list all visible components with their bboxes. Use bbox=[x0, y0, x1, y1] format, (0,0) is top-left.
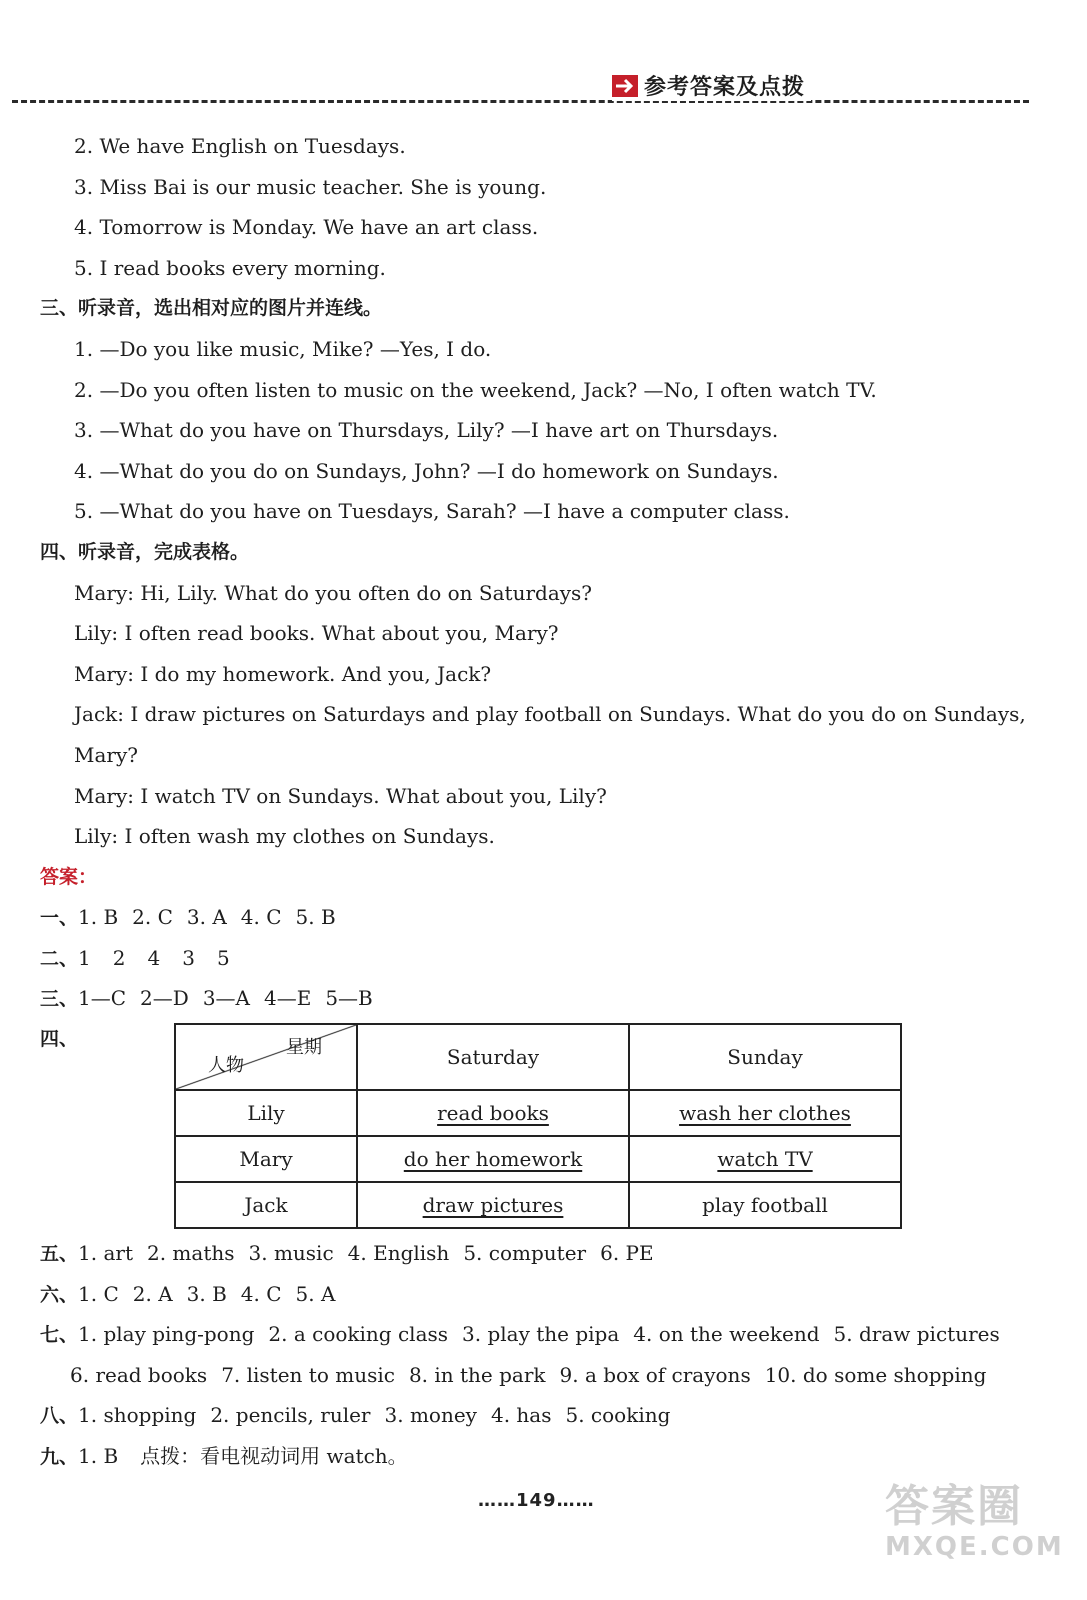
section-heading: 四、听录音，完成表格。 bbox=[40, 540, 250, 563]
answer-item: 1. shopping bbox=[78, 1403, 197, 1428]
answer-row-7-continued bbox=[40, 1355, 1040, 1396]
answer-item: 3. money bbox=[384, 1403, 477, 1428]
answer-row-4 bbox=[40, 1019, 1040, 1233]
answer-prefix: 二、 bbox=[40, 947, 79, 970]
page-content bbox=[40, 126, 1040, 1477]
answer-item: 8. in the park bbox=[408, 1362, 546, 1387]
header-title-text: 参考答案及点拨 bbox=[644, 75, 806, 100]
table-header-row bbox=[175, 1024, 901, 1090]
text-line: Mary? bbox=[74, 742, 138, 767]
answer-item: 2. A bbox=[132, 1281, 173, 1306]
answer-item: 5. computer bbox=[463, 1241, 587, 1266]
answer-table bbox=[174, 1023, 902, 1229]
answer-item: 2. C bbox=[132, 905, 173, 930]
answer-item: 1 bbox=[78, 945, 91, 970]
text-line: Jack: I draw pictures on Saturdays and play football on Sundays. What do you do on Sundays, bbox=[74, 702, 1026, 727]
cell-text: do her homework bbox=[403, 1147, 583, 1172]
answer-item: 1. B bbox=[78, 905, 119, 930]
answer-item: 5 bbox=[216, 945, 230, 970]
text-line: Mary: I watch TV on Sundays. What about you, Lily? bbox=[74, 783, 607, 808]
table-cell bbox=[357, 1136, 629, 1182]
table-corner-cell bbox=[175, 1024, 357, 1090]
watermark-logo bbox=[885, 1482, 1065, 1582]
text-line: Lily: I often read books. What about you, Mary? bbox=[74, 621, 559, 646]
answer-item: 2 bbox=[112, 945, 126, 970]
row-name-cell: Lily bbox=[175, 1090, 357, 1136]
answer-row-2 bbox=[40, 938, 1040, 979]
text-line: 2. —Do you often listen to music on the weekend, Jack? —No, I often watch TV. bbox=[74, 377, 877, 402]
table-cell bbox=[357, 1182, 629, 1228]
answer-item: 10. do some shopping bbox=[764, 1362, 987, 1387]
cell-text: play football bbox=[702, 1193, 828, 1218]
text-line: 1. —Do you like music, Mike? —Yes, I do. bbox=[74, 336, 492, 361]
answer-item: 3. A bbox=[186, 905, 227, 930]
answer-item: 2—D bbox=[140, 986, 189, 1011]
answer-row-1 bbox=[40, 897, 1040, 938]
answer-item: 4. on the weekend bbox=[633, 1322, 820, 1347]
answer-item: 4. C bbox=[240, 1281, 282, 1306]
cell-text: draw pictures bbox=[422, 1193, 564, 1218]
answer-item: 2. a cooking class bbox=[268, 1322, 449, 1347]
answer-row-7 bbox=[40, 1314, 1040, 1355]
header-title bbox=[612, 70, 811, 101]
answer-item: 3. B bbox=[186, 1281, 227, 1306]
corner-bottom-label: 人物 bbox=[208, 1055, 244, 1077]
text-line: 3. Miss Bai is our music teacher. She is young. bbox=[74, 174, 547, 199]
answer-row-3 bbox=[40, 978, 1040, 1019]
header-divider bbox=[12, 100, 1029, 103]
answer-item: 9. a box of crayons bbox=[559, 1362, 751, 1387]
answer-item: 7. listen to music bbox=[221, 1362, 395, 1387]
text-line: 4. Tomorrow is Monday. We have an art class. bbox=[74, 215, 539, 240]
answer-item: 1. B bbox=[78, 1444, 119, 1469]
answer-row-5 bbox=[40, 1233, 1040, 1274]
answer-item: 3—A bbox=[202, 986, 250, 1011]
answer-prefix: 三、 bbox=[40, 988, 79, 1011]
page-header bbox=[0, 62, 1087, 106]
answer-item: 2. maths bbox=[146, 1241, 235, 1266]
answer-item: 5. A bbox=[295, 1281, 336, 1306]
row-name-cell: Mary bbox=[175, 1136, 357, 1182]
table-row bbox=[175, 1182, 901, 1228]
answer-item: 1—C bbox=[78, 986, 127, 1011]
answer-prefix: 五、 bbox=[40, 1243, 79, 1266]
answer-row-9 bbox=[40, 1436, 1040, 1477]
table-cell bbox=[357, 1090, 629, 1136]
answer-item: 3. play the pipa bbox=[462, 1322, 620, 1347]
answer-item: 4 bbox=[147, 945, 161, 970]
cell-text: read books bbox=[437, 1101, 549, 1126]
answer-prefix: 四、 bbox=[40, 1028, 79, 1051]
answer-item: 3 bbox=[182, 945, 195, 970]
answer-note: 点拨：看电视动词用 watch。 bbox=[140, 1444, 408, 1469]
watermark-bottom: MXQE.COM bbox=[885, 1532, 1064, 1562]
answer-prefix: 一、 bbox=[40, 907, 79, 930]
page-number: ……149…… bbox=[478, 1490, 595, 1511]
answer-item: 1. art bbox=[78, 1241, 133, 1266]
answer-item: 5. B bbox=[295, 905, 336, 930]
text-line: Mary: I do my homework. And you, Jack? bbox=[74, 661, 492, 686]
answer-prefix: 九、 bbox=[40, 1446, 79, 1469]
text-line: 3. —What do you have on Thursdays, Lily? —I have art on Thursdays. bbox=[74, 418, 779, 443]
text-line: 4. —What do you do on Sundays, John? —I do homework on Sundays. bbox=[74, 458, 779, 483]
cell-text: wash her clothes bbox=[679, 1101, 851, 1126]
corner-top-label: 星期 bbox=[286, 1037, 322, 1059]
table-cell bbox=[629, 1090, 901, 1136]
text-line: 5. —What do you have on Tuesdays, Sarah? —I have a computer class. bbox=[74, 499, 790, 524]
answer-item: 4. English bbox=[347, 1241, 450, 1266]
table-cell bbox=[629, 1136, 901, 1182]
text-line: 5. I read books every morning. bbox=[74, 255, 386, 280]
answer-item: 2. pencils, ruler bbox=[210, 1403, 371, 1428]
table-cell bbox=[629, 1182, 901, 1228]
answer-prefix: 七、 bbox=[40, 1324, 79, 1347]
answer-item: 1. play ping-pong bbox=[78, 1322, 255, 1347]
answers-label: 答案： bbox=[40, 865, 98, 888]
table-row bbox=[175, 1136, 901, 1182]
answer-item: 5—B bbox=[325, 986, 373, 1011]
text-line: Lily: I often wash my clothes on Sundays. bbox=[74, 824, 495, 849]
answer-item: 5. draw pictures bbox=[833, 1322, 1000, 1347]
section-heading: 三、听录音，选出相对应的图片并连线。 bbox=[40, 297, 383, 320]
column-header: Sunday bbox=[629, 1024, 901, 1090]
text-line: 2. We have English on Tuesdays. bbox=[74, 134, 406, 158]
column-header: Saturday bbox=[357, 1024, 629, 1090]
answer-item: 4—E bbox=[263, 986, 312, 1011]
table-row bbox=[175, 1090, 901, 1136]
answer-prefix: 八、 bbox=[40, 1405, 79, 1428]
arrow-right-icon bbox=[612, 75, 638, 97]
answer-item: 6. read books bbox=[70, 1362, 208, 1387]
answer-item: 6. PE bbox=[600, 1241, 654, 1266]
diagonal-header bbox=[176, 1025, 356, 1089]
answer-item: 1. C bbox=[78, 1281, 119, 1306]
watermark-top: 答案圈 bbox=[885, 1481, 1023, 1532]
answer-row-6 bbox=[40, 1274, 1040, 1315]
text-line: Mary: Hi, Lily. What do you often do on Saturdays? bbox=[74, 580, 593, 605]
answer-row-8 bbox=[40, 1395, 1040, 1436]
row-name-cell: Jack bbox=[175, 1182, 357, 1228]
answer-item: 3. music bbox=[248, 1241, 334, 1266]
answer-prefix: 六、 bbox=[40, 1283, 79, 1306]
answer-item: 4. has bbox=[490, 1403, 552, 1428]
answer-item: 4. C bbox=[240, 905, 282, 930]
answer-item: 5. cooking bbox=[565, 1403, 671, 1428]
cell-text: watch TV bbox=[717, 1147, 813, 1172]
